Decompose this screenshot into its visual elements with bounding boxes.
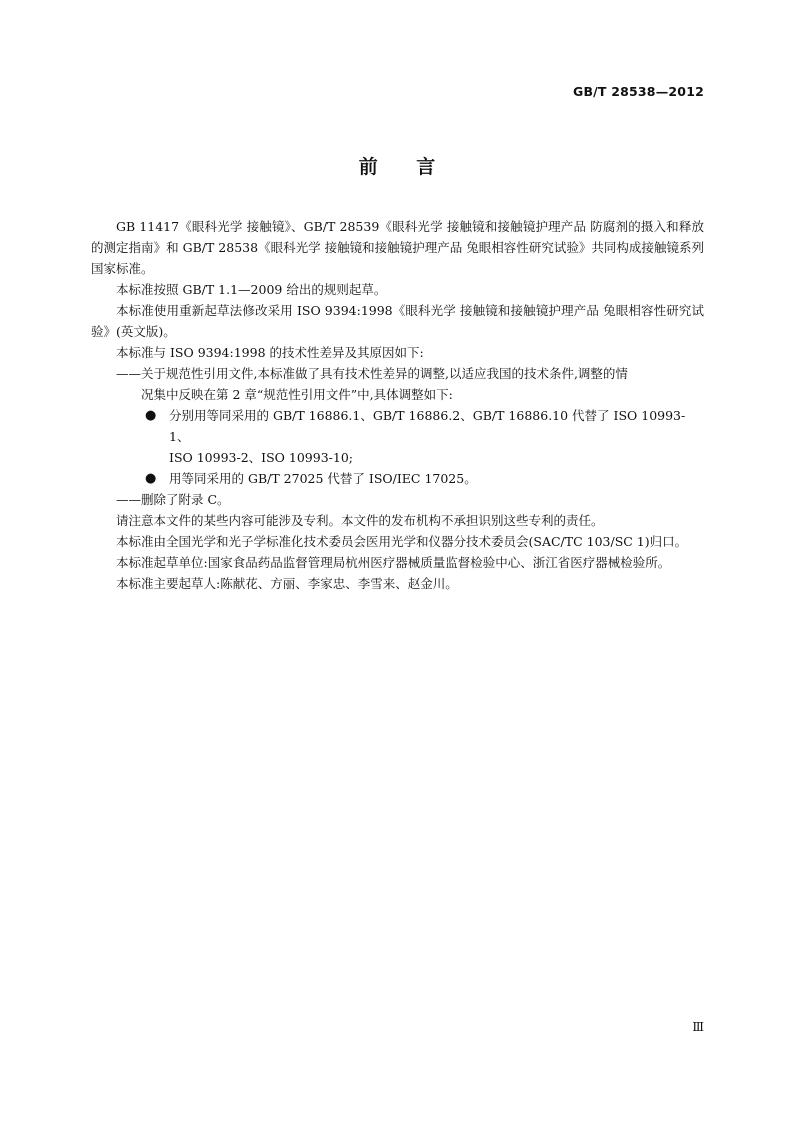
dash-item-annex: ——删除了附录 C。 (116, 492, 230, 507)
paragraph-differences: 本标准与 ISO 9394:1998 的技术性差异及其原因如下: (116, 345, 424, 360)
bullet-item-1 (91, 405, 704, 468)
bullet-icon: ● (145, 471, 157, 486)
bullet-item-1-line1: 分别用等同采用的 GB/T 16886.1、GB/T 16886.2、GB/T 16886.10 代替了 ISO 10993-1、 (169, 408, 686, 444)
dash-item-references-line1: ——关于规范性引用文件,本标准做了具有技术性差异的调整,以适应我国的技术条件,调整的情 (116, 366, 628, 381)
page-title: 前 言 (358, 156, 436, 178)
paragraph-committee: 本标准由全国光学和光子学标准化技术委员会医用光学和仪器分技术委员会(SAC/TC 103/SC 1)归口。 (116, 534, 688, 549)
standard-code: GB/T 28538—2012 (572, 84, 704, 99)
bullet-item-2 (91, 468, 704, 489)
paragraph-adoption: 本标准使用重新起草法修改采用 ISO 9394:1998《眼科光学 接触镜和接触镜护理产品 兔眼相容性研究试验》(英文版)。 (91, 303, 704, 339)
paragraph-series: GB 11417《眼科光学 接触镜》、GB/T 28539《眼科光学 接触镜和接触镜护理产品 防腐剂的摄入和释放的测定指南》和 GB/T 28538《眼科光学 接触镜和接触镜护理产品 兔眼相容性研究试验》共同构成接触镜系列国家标准。 (91, 219, 704, 276)
dash-item-references (91, 363, 704, 384)
paragraph-drafting-rules: 本标准按照 GB/T 1.1—2009 给出的规则起草。 (116, 282, 387, 297)
paragraph-drafting-units: 本标准起草单位:国家食品药品监督管理局杭州医疗器械质量监督检验中心、浙江省医疗器械检验所。 (116, 555, 671, 570)
paragraph-patent: 请注意本文件的某些内容可能涉及专利。本文件的发布机构不承担识别这些专利的责任。 (116, 513, 604, 528)
foreword-content (91, 216, 704, 594)
dash-item-references-cont: 况集中反映在第 2 章“规范性引用文件”中,具体调整如下: (141, 387, 453, 402)
page-number: Ⅲ (692, 1020, 704, 1034)
bullet-item-1-line2: ISO 10993-2、ISO 10993-10; (169, 450, 353, 465)
bullet-icon: ● (145, 408, 157, 423)
paragraph-drafters: 本标准主要起草人:陈献花、方丽、李家忠、李雪来、赵金川。 (116, 576, 458, 591)
bullet-item-2-text: 用等同采用的 GB/T 27025 代替了 ISO/IEC 17025。 (169, 471, 477, 486)
